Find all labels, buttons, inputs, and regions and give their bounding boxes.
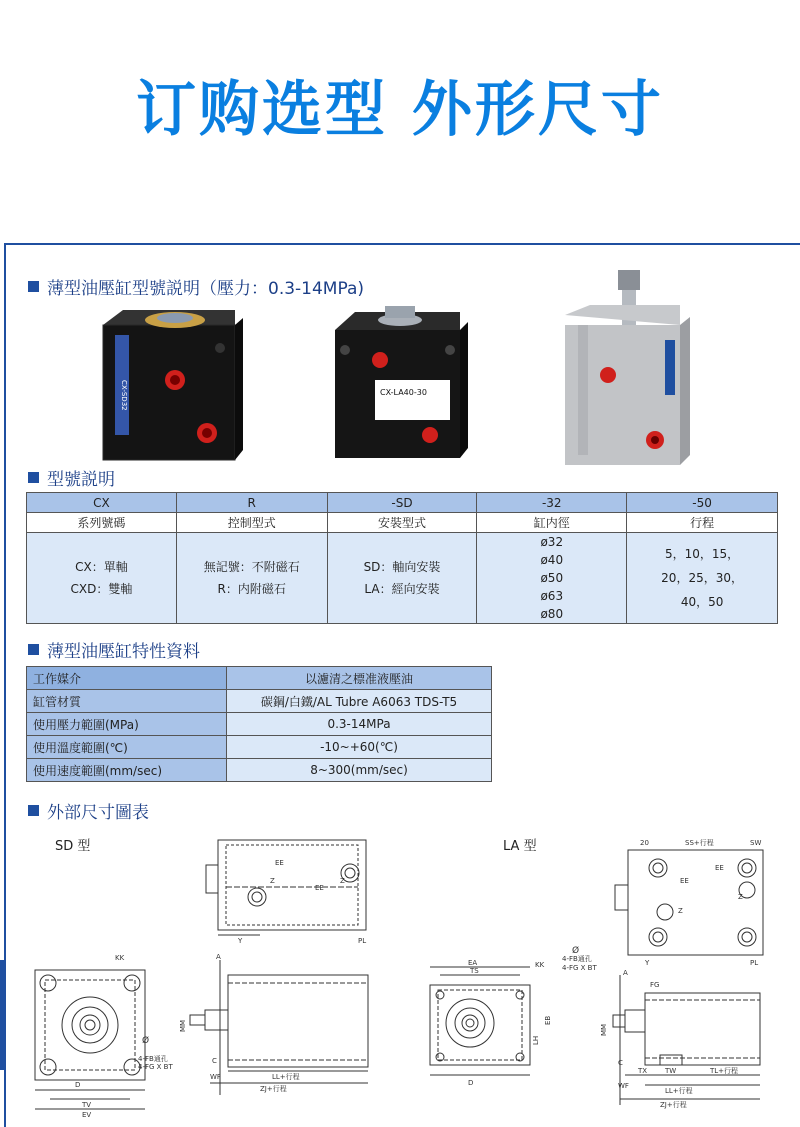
properties-table: [26, 666, 492, 782]
table-cell: -32: [477, 493, 627, 513]
dim-fg: 4-FG X BT: [138, 1063, 173, 1071]
stroke-item: 40，50: [680, 595, 724, 609]
section-model-code: [28, 465, 115, 490]
table-cell: 行程: [627, 513, 778, 533]
sd-dimension-drawing: [20, 835, 390, 1120]
la-dimension-drawing: [410, 835, 770, 1120]
la-type-label: LA 型: [503, 839, 537, 854]
dim-ss: SS+行程: [685, 839, 714, 847]
dim-phi: Ø: [572, 946, 580, 956]
section-title: 外部尺寸圖表: [47, 803, 149, 823]
bore-item: ø63: [540, 589, 564, 603]
dim-ee: EE: [315, 884, 324, 892]
table-row: [27, 713, 492, 736]
dim-z: Z: [270, 877, 275, 885]
left-accent-bar: [0, 960, 4, 1070]
table-cell: R: [176, 493, 327, 513]
prop-key: 使用壓力範圍(MPa): [27, 713, 227, 736]
bore-cell: [477, 533, 627, 624]
dim-a: A: [216, 953, 221, 961]
mount-cell: [327, 533, 477, 624]
control-item: R：内附磁石: [217, 582, 286, 596]
dim-z: Z: [678, 907, 683, 915]
dim-kk: KK: [115, 954, 125, 962]
dim-d: D: [468, 1079, 474, 1087]
dim-zj: ZJ+行程: [260, 1085, 287, 1093]
dim-y: Y: [238, 937, 243, 945]
table-cell: 控制型式: [176, 513, 327, 533]
prop-key: 使用溫度範圍(℃): [27, 736, 227, 759]
dim-d: D: [75, 1081, 81, 1089]
bore-item: ø50: [540, 571, 564, 585]
dim-tw: TW: [665, 1067, 677, 1075]
control-item: 無記號：不附磁石: [203, 560, 300, 574]
series-item: CXD：雙軸: [70, 582, 133, 596]
stroke-item: 5，10，15，: [664, 547, 740, 561]
table-cell: -50: [627, 493, 778, 513]
dim-mm: MM: [179, 1019, 187, 1032]
dim-ee: EE: [275, 859, 284, 867]
prop-key: 使用速度範圍(mm/sec): [27, 759, 227, 782]
dim-ev: EV: [82, 1111, 92, 1119]
bore-item: ø80: [540, 607, 564, 621]
table-subheader-row: [27, 513, 778, 533]
dim-tx: TX: [638, 1067, 648, 1075]
dim-zj: ZJ+行程: [660, 1101, 687, 1109]
dim-wf: WF: [210, 1073, 221, 1081]
section-title: 型號説明: [47, 470, 115, 490]
dim-mm: MM: [600, 1023, 608, 1036]
product-photo-1: [95, 300, 245, 470]
dim-fg: 4-FG X BT: [562, 964, 597, 972]
table-cell: CX: [27, 493, 177, 513]
dim-fg-label: FG: [650, 981, 660, 989]
dim-sw: SW: [750, 839, 762, 847]
dim-y: Y: [645, 959, 650, 967]
prop-key: 缸管材質: [27, 690, 227, 713]
dim-ll: LL+行程: [665, 1087, 693, 1095]
dim-wf: WF: [618, 1082, 629, 1090]
square-bullet-icon: [28, 805, 39, 816]
square-bullet-icon: [28, 472, 39, 483]
dim-ee: EE: [680, 877, 689, 885]
dim-fb: 4-FB通孔: [138, 1055, 168, 1063]
dim-eb: EB: [544, 1015, 552, 1025]
dim-ee: EE: [715, 864, 724, 872]
prop-value: -10~+60(℃): [227, 736, 492, 759]
dim-c: C: [212, 1057, 217, 1065]
table-row: [27, 736, 492, 759]
dim-lh: LH: [532, 1035, 540, 1045]
square-bullet-icon: [28, 281, 39, 292]
bore-item: ø40: [540, 553, 564, 567]
dim-pl: PL: [750, 959, 759, 967]
control-cell: [176, 533, 327, 624]
product-label-text: CX-LA40-30: [380, 388, 427, 397]
table-row: [27, 759, 492, 782]
product-photo-2: [330, 300, 470, 465]
prop-value: 8~300(mm/sec): [227, 759, 492, 782]
stroke-item: 20，25，30，: [661, 571, 743, 585]
section-title: 薄型油壓缸特性資料: [47, 642, 200, 662]
model-code-table: [26, 492, 778, 624]
svg-text:CX-SD32: CX-SD32: [120, 380, 128, 411]
dim-tl: TL+行程: [710, 1067, 739, 1075]
dim-phi: Ø: [142, 1036, 150, 1046]
series-cell: [27, 533, 177, 624]
product-photo-3: [560, 265, 695, 475]
stroke-cell: [627, 533, 778, 624]
sd-type-label: SD 型: [55, 839, 91, 854]
series-item: CX：單軸: [75, 560, 128, 574]
dim-z: Z: [340, 877, 345, 885]
dim-ll: LL+行程: [272, 1073, 300, 1081]
section-dimensions: [28, 798, 149, 823]
table-row: [27, 690, 492, 713]
dim-ts: TS: [470, 967, 479, 975]
mount-item: LA：經向安裝: [364, 582, 440, 596]
section-model-desc: [28, 274, 364, 299]
dim-z: Z: [738, 893, 743, 901]
dim-ea: EA: [468, 959, 478, 967]
dim-c: C: [618, 1059, 623, 1067]
table-row: [27, 533, 778, 624]
dim-20: 20: [640, 839, 649, 847]
dim-pl: PL: [358, 937, 367, 945]
prop-value: 0.3-14MPa: [227, 713, 492, 736]
prop-value: 以濾清之標准液壓油: [227, 667, 492, 690]
table-cell: 缸内徑: [477, 513, 627, 533]
mount-item: SD：軸向安裝: [363, 560, 441, 574]
table-cell: 安裝型式: [327, 513, 477, 533]
page-title: 订购选型 外形尺寸: [136, 75, 664, 145]
dim-tv: TV: [82, 1101, 92, 1109]
prop-value: 碳鋼/白鐵/AL Tubre A6063 TDS-T5: [227, 690, 492, 713]
table-row: [27, 667, 492, 690]
table-header-row: [27, 493, 778, 513]
table-cell: 系列號碼: [27, 513, 177, 533]
dim-kk: KK: [535, 961, 545, 969]
square-bullet-icon: [28, 644, 39, 655]
section-title: 薄型油壓缸型號説明（壓力：0.3-14MPa): [47, 279, 365, 299]
dim-fb: 4-FB通孔: [562, 955, 592, 963]
section-properties: [28, 637, 200, 662]
table-cell: -SD: [327, 493, 477, 513]
prop-key: 工作媒介: [27, 667, 227, 690]
dim-a: A: [623, 969, 628, 977]
bore-item: ø32: [540, 535, 564, 549]
